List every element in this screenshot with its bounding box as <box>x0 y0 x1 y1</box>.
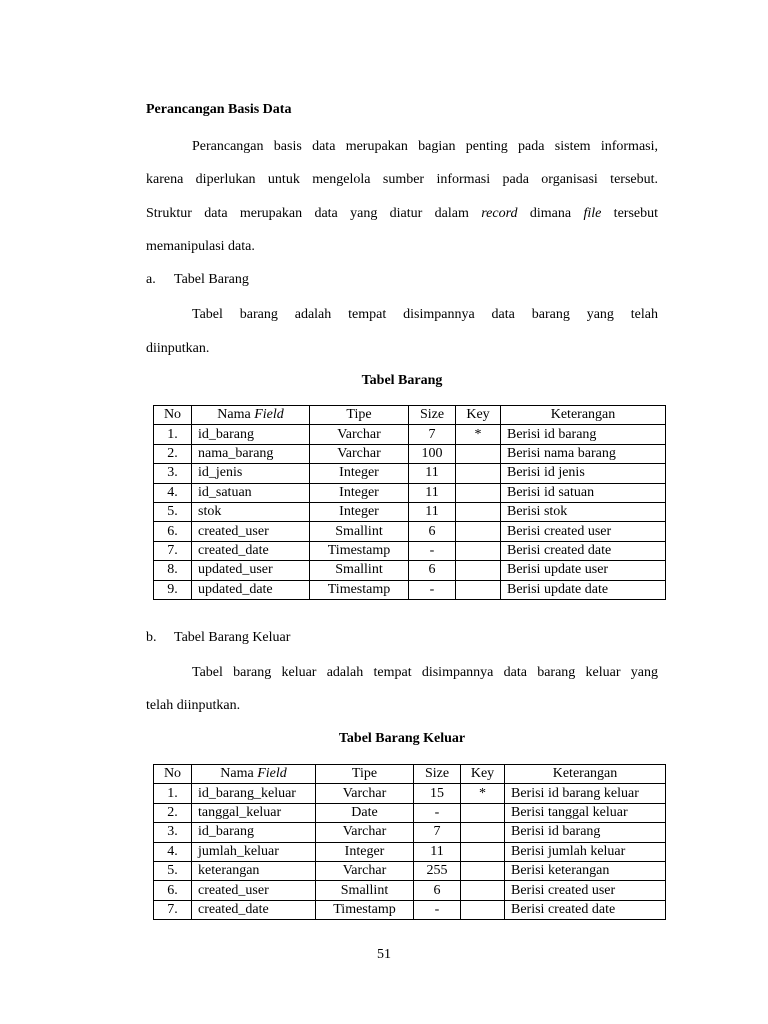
cell-key <box>456 483 501 502</box>
cell-tipe: Varchar <box>316 861 414 880</box>
cell-no: 4. <box>154 483 192 502</box>
section-b-marker: b. <box>146 630 157 645</box>
header-nama-field <box>192 765 316 784</box>
table-row <box>154 425 666 444</box>
cell-tipe: Integer <box>310 483 409 502</box>
cell-key: * <box>456 425 501 444</box>
section-a-marker: a. <box>146 272 156 287</box>
cell-no: 3. <box>154 823 192 842</box>
cell-size: 6 <box>409 561 456 580</box>
cell-keterangan: Berisi created user <box>501 522 666 541</box>
table-caption: Tabel Barang Keluar <box>338 731 466 746</box>
section-heading: Perancangan Basis Data <box>146 102 292 117</box>
section-a-para-line-2: diinputkan. <box>146 341 210 356</box>
cell-key <box>461 803 505 822</box>
cell-no: 9. <box>154 580 192 599</box>
cell-keterangan: Berisi id barang keluar <box>505 784 666 803</box>
intro-text: tersebut <box>601 206 658 221</box>
cell-keterangan: Berisi nama barang <box>501 444 666 463</box>
cell-field: id_jenis <box>192 464 310 483</box>
cell-no: 1. <box>154 425 192 444</box>
cell-tipe: Smallint <box>310 561 409 580</box>
table-row <box>154 522 666 541</box>
cell-no: 8. <box>154 561 192 580</box>
cell-size: 7 <box>414 823 461 842</box>
cell-tipe: Integer <box>316 842 414 861</box>
cell-keterangan: Berisi stok <box>501 502 666 521</box>
table-row <box>154 784 666 803</box>
cell-key <box>461 823 505 842</box>
cell-field: tanggal_keluar <box>192 803 316 822</box>
cell-no: 6. <box>154 881 192 900</box>
section-b-para-line-2: telah diinputkan. <box>146 698 241 713</box>
header-key: Key <box>461 765 505 784</box>
cell-size: 100 <box>409 444 456 463</box>
cell-field: updated_user <box>192 561 310 580</box>
cell-tipe: Varchar <box>310 444 409 463</box>
table-row <box>154 502 666 521</box>
table-row <box>154 842 666 861</box>
cell-tipe: Timestamp <box>316 900 414 919</box>
cell-keterangan: Berisi update user <box>501 561 666 580</box>
cell-size: 7 <box>409 425 456 444</box>
header-size: Size <box>414 765 461 784</box>
cell-key <box>461 900 505 919</box>
cell-field: stok <box>192 502 310 521</box>
cell-tipe: Smallint <box>310 522 409 541</box>
cell-keterangan: Berisi id jenis <box>501 464 666 483</box>
intro-line-1: Perancangan basis data merupakan bagian penting pada sistem informasi, <box>192 139 658 154</box>
cell-field: created_date <box>192 541 310 560</box>
header-key: Key <box>456 406 501 425</box>
section-b-heading <box>146 630 290 646</box>
cell-no: 7. <box>154 900 192 919</box>
cell-size: 6 <box>414 881 461 900</box>
header-no: No <box>154 765 192 784</box>
header-nama-field <box>192 406 310 425</box>
table-header-row <box>154 406 666 425</box>
table-row <box>154 561 666 580</box>
cell-no: 6. <box>154 522 192 541</box>
cell-size: 255 <box>414 861 461 880</box>
cell-size: - <box>409 541 456 560</box>
header-emphasis: Field <box>257 766 287 782</box>
cell-field: id_satuan <box>192 483 310 502</box>
cell-field: nama_barang <box>192 444 310 463</box>
intro-emphasis-record: record <box>481 206 518 221</box>
cell-size: 11 <box>414 842 461 861</box>
cell-field: created_user <box>192 881 316 900</box>
header-keterangan: Keterangan <box>505 765 666 784</box>
cell-no: 2. <box>154 444 192 463</box>
cell-size: 6 <box>409 522 456 541</box>
cell-no: 4. <box>154 842 192 861</box>
intro-line-3 <box>146 205 658 223</box>
cell-field: id_barang <box>192 823 316 842</box>
table-row <box>154 464 666 483</box>
cell-field: id_barang_keluar <box>192 784 316 803</box>
cell-tipe: Integer <box>310 464 409 483</box>
table-caption: Tabel Barang <box>361 373 443 388</box>
cell-key <box>456 561 501 580</box>
cell-tipe: Varchar <box>310 425 409 444</box>
cell-size: - <box>414 900 461 919</box>
header-emphasis: Field <box>254 407 284 423</box>
header-tipe: Tipe <box>310 406 409 425</box>
cell-keterangan: Berisi jumlah keluar <box>505 842 666 861</box>
cell-keterangan: Berisi id barang <box>501 425 666 444</box>
cell-field: jumlah_keluar <box>192 842 316 861</box>
cell-no: 5. <box>154 502 192 521</box>
cell-size: - <box>414 803 461 822</box>
section-a-title: Tabel Barang <box>174 272 249 287</box>
cell-field: created_date <box>192 900 316 919</box>
table-barang <box>153 405 666 600</box>
page-number: 51 <box>377 947 391 962</box>
cell-keterangan: Berisi id satuan <box>501 483 666 502</box>
table-row <box>154 900 666 919</box>
cell-tipe: Integer <box>310 502 409 521</box>
cell-key <box>461 881 505 900</box>
cell-no: 5. <box>154 861 192 880</box>
cell-key <box>456 541 501 560</box>
cell-tipe: Varchar <box>316 784 414 803</box>
table-row <box>154 483 666 502</box>
cell-key <box>456 580 501 599</box>
cell-key <box>456 444 501 463</box>
header-size: Size <box>409 406 456 425</box>
cell-keterangan: Berisi created date <box>501 541 666 560</box>
cell-tipe: Varchar <box>316 823 414 842</box>
table-row <box>154 861 666 880</box>
intro-text: Struktur data merupakan data yang diatur dalam <box>146 206 482 221</box>
cell-key <box>461 842 505 861</box>
section-a-para-line-1: Tabel barang adalah tempat disimpannya data barang yang telah <box>192 307 658 322</box>
cell-field: keterangan <box>192 861 316 880</box>
table-row <box>154 803 666 822</box>
cell-keterangan: Berisi id barang <box>505 823 666 842</box>
cell-tipe: Date <box>316 803 414 822</box>
cell-key <box>461 861 505 880</box>
cell-tipe: Timestamp <box>310 580 409 599</box>
cell-key: * <box>461 784 505 803</box>
cell-no: 1. <box>154 784 192 803</box>
cell-keterangan: Berisi update date <box>501 580 666 599</box>
cell-keterangan: Berisi keterangan <box>505 861 666 880</box>
cell-tipe: Smallint <box>316 881 414 900</box>
cell-key <box>456 502 501 521</box>
table-row <box>154 444 666 463</box>
intro-emphasis-file: file <box>583 206 602 221</box>
header-tipe: Tipe <box>316 765 414 784</box>
table-barang-keluar <box>153 764 666 920</box>
intro-text: dimana <box>517 206 584 221</box>
header-keterangan: Keterangan <box>501 406 666 425</box>
header-text: Nama <box>217 407 255 423</box>
cell-no: 3. <box>154 464 192 483</box>
cell-size: 15 <box>414 784 461 803</box>
section-b-title: Tabel Barang Keluar <box>174 630 291 645</box>
table-row <box>154 823 666 842</box>
table-row <box>154 580 666 599</box>
section-b-para-line-1: Tabel barang keluar adalah tempat disimpannya data barang keluar yang <box>192 665 658 680</box>
intro-line-2: karena diperlukan untuk mengelola sumber informasi pada organisasi tersebut. <box>146 172 658 187</box>
cell-field: created_user <box>192 522 310 541</box>
cell-keterangan: Berisi tanggal keluar <box>505 803 666 822</box>
cell-field: updated_date <box>192 580 310 599</box>
header-text: Nama <box>220 766 258 782</box>
table-row <box>154 541 666 560</box>
header-no: No <box>154 406 192 425</box>
cell-key <box>456 522 501 541</box>
cell-tipe: Timestamp <box>310 541 409 560</box>
intro-line-4: memanipulasi data. <box>146 239 255 254</box>
table-header-row <box>154 765 666 784</box>
cell-field: id_barang <box>192 425 310 444</box>
table-row <box>154 881 666 900</box>
cell-no: 2. <box>154 803 192 822</box>
cell-size: 11 <box>409 464 456 483</box>
cell-size: - <box>409 580 456 599</box>
cell-size: 11 <box>409 483 456 502</box>
cell-no: 7. <box>154 541 192 560</box>
cell-key <box>456 464 501 483</box>
section-a-heading <box>146 272 249 288</box>
cell-size: 11 <box>409 502 456 521</box>
cell-keterangan: Berisi created user <box>505 881 666 900</box>
cell-keterangan: Berisi created date <box>505 900 666 919</box>
